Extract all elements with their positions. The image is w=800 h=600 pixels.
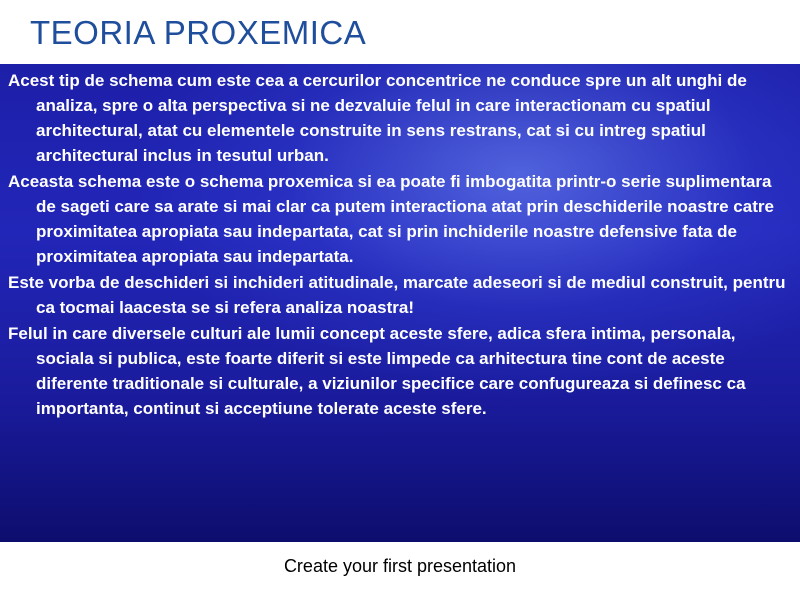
footer-caption: Create your first presentation [283, 556, 517, 576]
paragraph-1: Acest tip de schema cum este cea a cercurilor concentrice ne conduce spre un alt unghi de analiza, spre o alta perspectiva si ne dezvaluie felul in care interactionam cu spatiul architectural, atat cu elementele construite in sens restrans, cat si cu intreg spatiul architectural inclus in tesutul urban. [8, 71, 747, 165]
paragraph-2: Aceasta schema este o schema proxemica si ea poate fi imbogatita printr-o serie suplimentara de sageti care sa arate si mai clar ca putem interactiona atat prin deschiderile noastre catre proximitatea apropiata sau indepartata, cat si prin inchiderile noastre defensive fata de proximitatea apropiata sau indepartata. [8, 172, 774, 266]
slide-body [0, 64, 800, 542]
title-bar [0, 0, 800, 64]
paragraph-list [8, 68, 792, 421]
paragraph-4: Felul in care diversele culturi ale lumii concept aceste sfere, adica sfera intima, personala, sociala si publica, este foarte diferit si este limpede ca arhitectura tine cont de aceste diferente traditionale si culturale, a viziunilor specifice care confugureaza si definesc ca importanta, continut si acceptiune tolerate aceste sfere. [8, 324, 746, 418]
slide-title: TEORIA PROXEMICA [30, 14, 367, 51]
paragraph-3: Este vorba de deschideri si inchideri atitudinale, marcate adeseori si de mediul construit, pentru ca tocmai laacesta se si refera analiza noastra! [8, 273, 786, 317]
